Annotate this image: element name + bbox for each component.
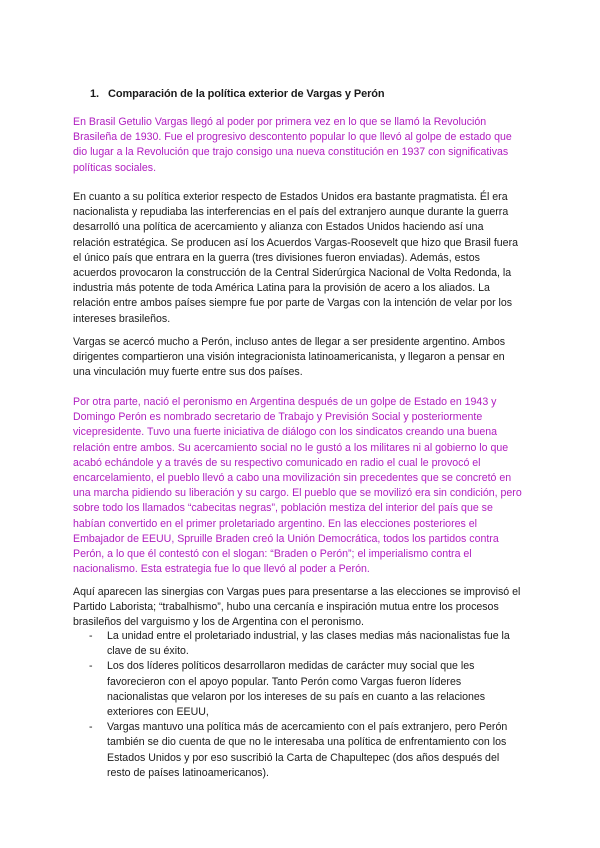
section-number: 1. bbox=[90, 88, 99, 100]
bullet-marker: - bbox=[89, 721, 93, 734]
paragraph-vargas-peron-relation: Vargas se acercó mucho a Perón, incluso antes de llegar a ser presidente argentino. Ambos dirigentes compartieron una visión integracionista latinoamericanista, y llegaron a pensar en una vinculación muy fuerte entre sus dos países. bbox=[73, 336, 506, 379]
list-item-text: Vargas mantuvo una política más de acercamiento con el país extranjero, pero Perón también se dio cuenta de que no le interesaba una política de enfrentamiento con los Estados Unidos y por eso suscribió la Carta de Chapultepec (dos años después del resto de países latinoamericanos). bbox=[107, 721, 508, 779]
paragraph-peronism: Por otra parte, nació el peronismo en Argentina después de un golpe de Estado en 1943 y Domingo Perón es nombrado secretario de Trabajo y Previsión Social y posteriormente vicepresidente. Tuvo una fuerte iniciativa de diálogo con los sindicatos creando una buena relación entre ambos. Su acercamiento social no le gustó a los militares ni al gobierno lo que acabó echándole y a través de su respectivo comunicado en radio el cual le provocó el encarcelamiento, el pueblo llevó a cabo una movilización sin precedentes que se concretó en una marcha pidiendo su liberación y su cargo. El pueblo que se movilizó era sin condición, pero sobre todo los llamados “cabecitas negras”, población mestiza del interior del país que se habían convertido en el primer proletariado argentino. En las elecciones posteriores el Embajador de EEUU, Spruille Braden creó la Unión Democrática, todos los partidos contra Perón, a lo que él contestó con el slogan: “Braden o Perón”; el imperialismo contra el nacionalismo. Esta estrategia fue lo que llevó al poder a Perón. bbox=[73, 396, 522, 576]
paragraph-synergies: Aquí aparecen las sinergias con Vargas pues para presentarse a las elecciones se improvisó el Partido Laborista; “trabalhismo”, hubo una cercanía e inspiración mutua entre los procesos brasileños del varguismo y los de Argentina con el peronismo. bbox=[73, 586, 521, 629]
paragraph-vargas-revolution: En Brasil Getulio Vargas llegó al poder por primera vez en lo que se llamó la Revolución Brasileña de 1930. Fue el progresivo descontento popular lo que llevó al golpe de estado que dio lugar a la Revolución que trajo consigo una nueva constitución en 1937 con significativas políticas sociales. bbox=[73, 116, 512, 174]
section-heading bbox=[90, 88, 385, 100]
bullet-marker: - bbox=[89, 660, 93, 673]
list-item bbox=[73, 659, 523, 720]
bullet-marker: - bbox=[89, 630, 93, 642]
list-item bbox=[73, 720, 523, 781]
list-item bbox=[73, 629, 523, 659]
list-item-text: La unidad entre el proletariado industrial, y las clases medias más nacionalistas fue la clave de su éxito. bbox=[107, 630, 510, 658]
section-title: Comparación de la política exterior de Vargas y Perón bbox=[108, 88, 385, 100]
bullet-list bbox=[73, 629, 523, 781]
paragraph-vargas-foreign-policy: En cuanto a su política exterior respecto de Estados Unidos era bastante pragmatista. Él era nacionalista y repudiaba las interferencias en el país del extranjero aunque durante la guerra desarrolló una política de acercamiento y alianza con Estados Unidos haciendo así una relación estratégica. Se producen así los Acuerdos Vargas-Roosevelt que hizo que Brasil fuera el único país que entrara en la guerra (tres divisiones fueron enviadas). Además, estos acuerdos provocaron la construcción de la Central Siderúrgica Nacional de Volta Redonda, la industria más potente de toda América Latina para la provisión de acero a los aliados. La relación entre ambos países siempre fue por parte de Vargas con la intención de velar por los intereses brasileños. bbox=[73, 191, 518, 325]
list-item-text: Los dos líderes políticos desarrollaron medidas de carácter muy social que les favorecieron con el apoyo popular. Tanto Perón como Vargas fueron líderes nacionalistas que velaron por los intereses de su país en cuanto a las relaciones exteriores con EEUU, bbox=[107, 660, 486, 719]
